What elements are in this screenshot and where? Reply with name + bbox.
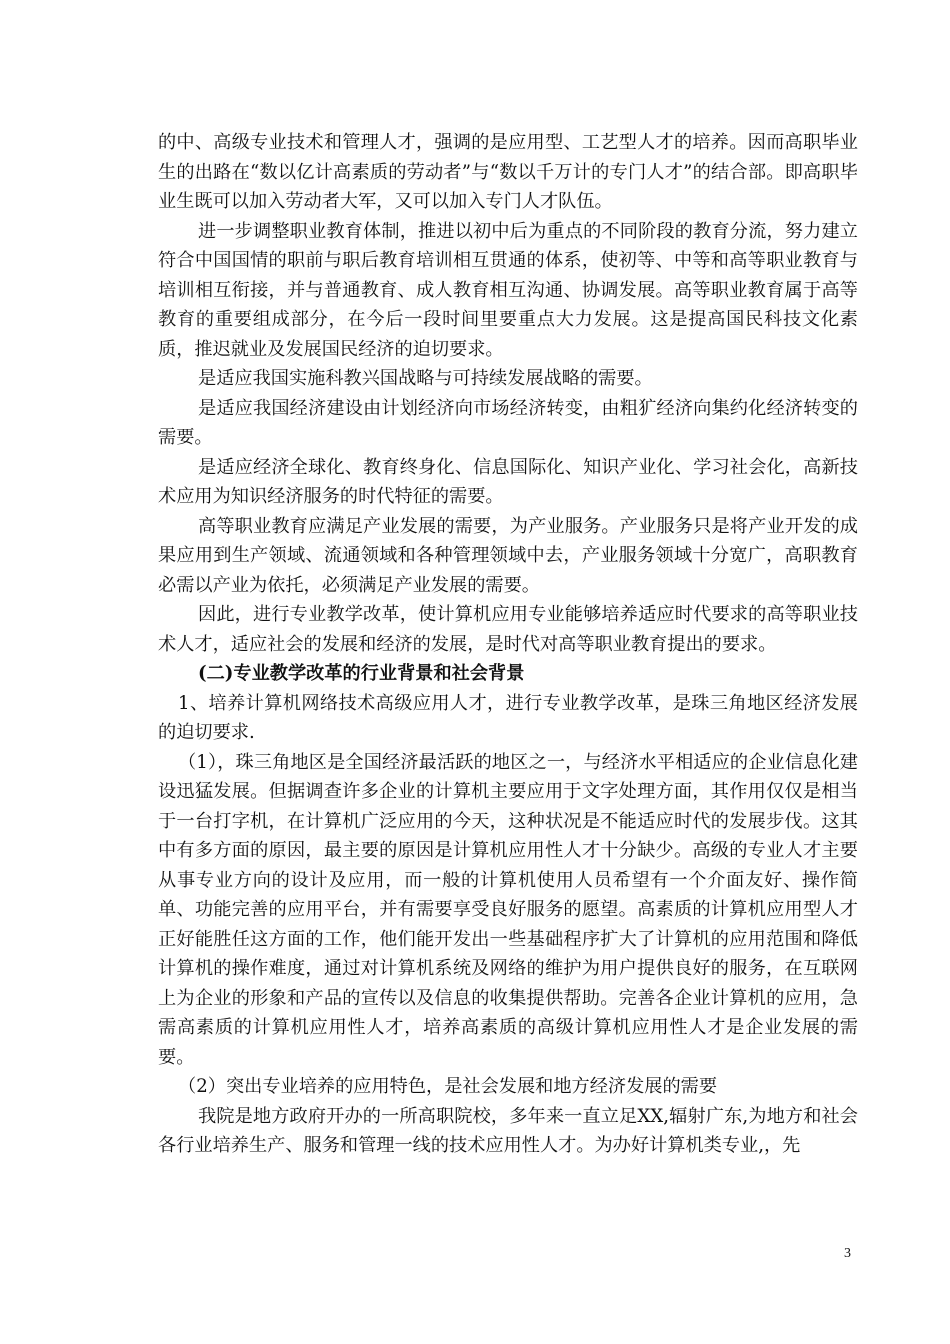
- paragraph-item-1: 1、培养计算机网络技术高级应用人才，进行专业教学改革，是珠三角地区经济发展的迫切要求.: [158, 692, 858, 743]
- paragraph-economy-transition: 是适应我国经济建设由计划经济向市场经济转变，由粗犷经济向集约化经济转变的需要。: [158, 397, 858, 448]
- page-number: 3: [844, 1246, 851, 1261]
- paragraph-era-features: 是适应经济全球化、教育终身化、信息国际化、知识产业化、学习社会化，高新技术应用为知识经济服务的时代特征的需要。: [158, 456, 858, 507]
- paragraph-industry-service: 高等职业教育应满足产业发展的需要，为产业服务。产业服务只是将产业开发的成果应用到生产领域、流通领域和各种管理领域中去，产业服务领域十分宽广，高职教育必需以产业为依托，必须满足产业发展的需要。: [158, 515, 858, 596]
- section-heading: (二)专业教学改革的行业背景和社会背景: [198, 663, 525, 684]
- document-body: [158, 128, 858, 1161]
- paragraph-continuation: 的中、高级专业技术和管理人才，强调的是应用型、工艺型人才的培养。因而高职毕业生的出路在“数以亿计高素质的劳动者”与“数以千万计的专门人才”的结合部。即高职毕业生既可以加入劳动者大军，又可以加入专门人才队伍。: [158, 132, 858, 212]
- paragraph-vocational-system: 进一步调整职业教育体制，推进以初中后为重点的不同阶段的教育分流，努力建立符合中国国情的职前与职后教育培训相互贯通的体系，使初等、中等和高等职业教育与培训相互衔接，并与普通教育、成人教育相互沟通、协调发展。高等职业教育属于高等教育的重要组成部分，在今后一段时间里要重点大力发展。这是提高国民科技文化素质，推迟就业及发展国民经济的迫切要求。: [158, 220, 858, 360]
- paragraph-conclusion: 因此，进行专业教学改革，使计算机应用专业能够培养适应时代要求的高等职业技术人才，适应社会的发展和经济的发展，是时代对高等职业教育提出的要求。: [158, 604, 858, 655]
- paragraph-subitem-2: （2）突出专业培养的应用特色，是社会发展和地方经济发展的需要: [178, 1076, 718, 1097]
- paragraph-subitem-1: （1），珠三角地区是全国经济最活跃的地区之一，与经济水平相适应的企业信息化建设迅猛发展。但据调查许多企业的计算机主要应用于文字处理方面，其作用仅仅是相当于一台打字机，在计算机广泛应用的今天，这种状况是不能适应时代的发展步伐。这其中有多方面的原因，最主要的原因是计算机应用性人才十分缺少。高级的专业人才主要从事专业方向的设计及应用，而一般的计算机使用人员希望有一个介面友好、操作简单、功能完善的应用平台，并有需要享受良好服务的愿望。高素质的计算机应用型人才正好能胜任这方面的工作，他们能开发出一些基础程序扩大了计算机的应用范围和降低计算机的操作难度，通过对计算机系统及网络的维护为用户提供良好的服务，在互联网上为企业的形象和产品的宣传以及信息的收集提供帮助。完善各企业计算机的应用，急需高素质的计算机应用性人才，培养高素质的高级计算机应用性人才是企业发展的需要。: [158, 751, 858, 1068]
- paragraph-college-intro: 我院是地方政府开办的一所高职院校，多年来一直立足XX,辐射广东,为地方和社会各行业培养生产、服务和管理一线的技术应用性人才。为办好计算机类专业,，先: [158, 1105, 858, 1156]
- paragraph-strategy-need: 是适应我国实施科教兴国战略与可持续发展战略的需要。: [198, 368, 653, 389]
